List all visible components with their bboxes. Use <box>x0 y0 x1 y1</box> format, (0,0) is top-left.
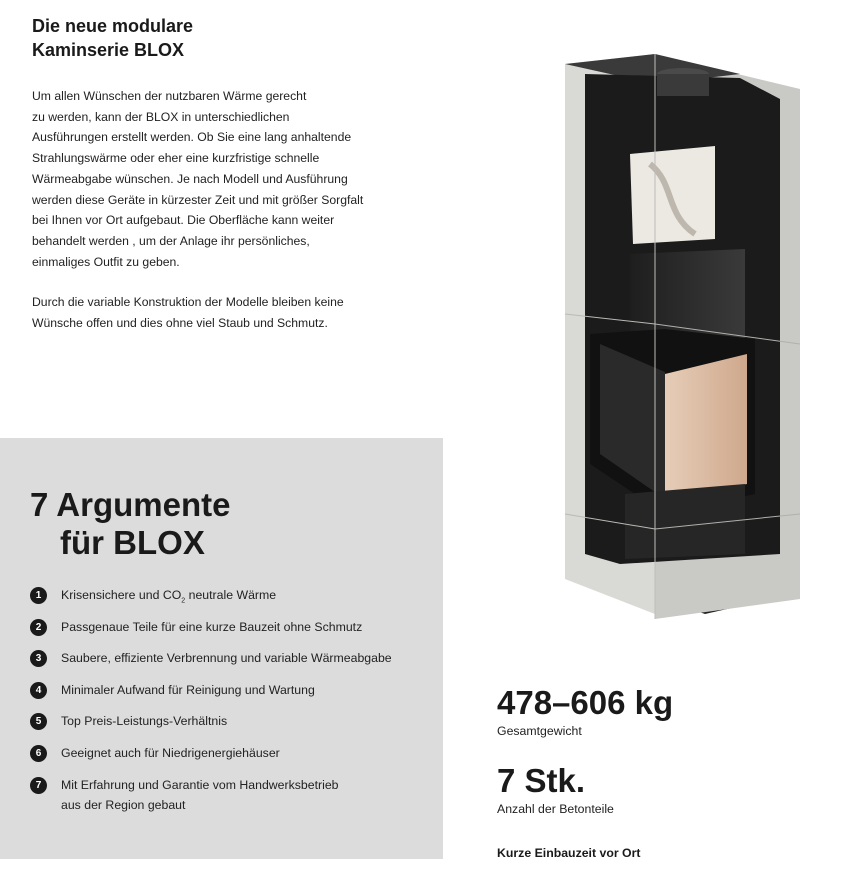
parts-value: 7 Stk. <box>497 762 586 799</box>
intro-line: Wärmeabgabe wünschen. Je nach Modell und Ausführung <box>32 171 348 186</box>
headline-line-1: Die neue modulare <box>32 16 194 36</box>
number-badge: 2 <box>30 619 47 636</box>
argument-item <box>30 680 392 712</box>
intro-paragraph-1 <box>32 86 392 272</box>
intro-line: Ausführungen erstellt werden. Ob Sie eine lang anhaltende <box>32 130 352 145</box>
arguments-list <box>30 585 392 817</box>
argument-item <box>30 743 392 775</box>
firebrick-lining <box>665 354 747 499</box>
intro-line: einmaliges Outfit zu geben. <box>32 254 180 269</box>
weight-label: Gesamtgewicht <box>497 724 582 738</box>
argument-item <box>30 617 392 649</box>
stat-weight <box>497 684 673 739</box>
arguments-title <box>30 486 230 562</box>
parts-label: Anzahl der Betonteile <box>497 802 614 816</box>
intro-line: Strahlungswärme oder eher eine kurzfristige schnelle <box>32 151 320 166</box>
blox-stove-cutaway-illustration <box>555 54 805 629</box>
argument-item <box>30 585 392 617</box>
intro-line: behandelt werden , um der Anlage ihr persönliches, <box>32 233 310 248</box>
arguments-panel <box>0 438 443 859</box>
headline-line-2: Kaminserie BLOX <box>32 40 185 60</box>
intro-line: bei Ihnen vor Ort aufgebaut. Die Oberfläche kann weiter <box>32 213 335 228</box>
arguments-title-line-2: für BLOX <box>60 524 205 561</box>
intro-line: Wünsche offen und dies ohne viel Staub und Schmutz. <box>32 316 328 331</box>
argument-text: Top Preis-Leistungs-Verhältnis <box>61 714 228 729</box>
stat-parts <box>497 762 614 817</box>
headline <box>32 14 193 62</box>
argument-item <box>30 775 392 817</box>
number-badge: 3 <box>30 650 47 667</box>
number-badge: 7 <box>30 777 47 794</box>
argument-item <box>30 711 392 743</box>
argument-text: Saubere, effiziente Verbrennung und variable Wärmeabgabe <box>61 651 392 666</box>
heat-storage-stones <box>630 146 715 244</box>
number-badge: 1 <box>30 587 47 604</box>
arguments-title-line-1: 7 Argumente <box>30 486 231 523</box>
intro-line: werden diese Geräte in kürzester Zeit und mit größer Sorgfalt <box>32 192 364 207</box>
installation-note: Kurze Einbauzeit vor Ort <box>497 846 641 860</box>
weight-value: 478–606 kg <box>497 684 674 721</box>
argument-text: Minimaler Aufwand für Reinigung und Wartung <box>61 682 315 697</box>
number-badge: 4 <box>30 682 47 699</box>
intro-paragraph-2 <box>32 292 392 333</box>
intro-line: Durch die variable Konstruktion der Modelle bleiben keine <box>32 295 344 310</box>
intro-line: Um allen Wünschen der nutzbaren Wärme gerecht <box>32 89 307 103</box>
argument-text: Krisensichere und $CO_2$ neutrale Wärme <box>61 588 277 605</box>
number-badge: 5 <box>30 713 47 730</box>
number-badge: 6 <box>30 745 47 762</box>
argument-text: Geeignet auch für Niedrigenergiehäuser <box>61 745 280 760</box>
argument-text: Passgenaue Teile für eine kurze Bauzeit ohne Schmutz <box>61 619 363 634</box>
argument-item <box>30 648 392 680</box>
intro-line: zu werden, kann der BLOX in unterschiedlichen <box>32 109 290 124</box>
intro-text <box>32 86 392 334</box>
argument-text: Mit Erfahrung und Garantie vom Handwerksbetrieb aus der Region gebaut <box>61 777 339 812</box>
